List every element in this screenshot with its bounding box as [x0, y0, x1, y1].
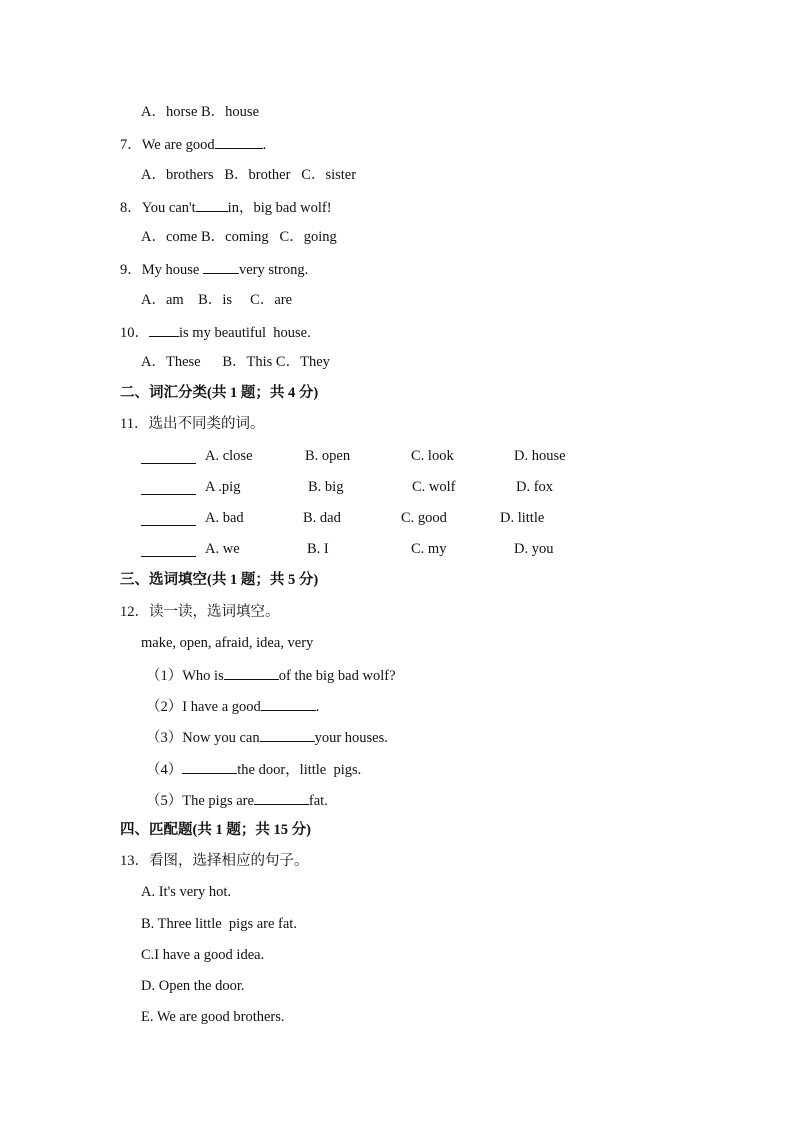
q11-row-2-option-d: D. fox	[516, 479, 554, 495]
q12-item-5	[146, 790, 328, 810]
q8-blank[interactable]	[196, 197, 228, 212]
q8-stem	[120, 197, 332, 217]
q11-row-4-option-b: B. I	[307, 541, 329, 557]
q9-options: A．am B．is C．are	[141, 292, 293, 308]
q12-item-3-end: your houses.	[314, 730, 388, 746]
q9-stem-end: very strong.	[238, 262, 309, 278]
q11-row-3-option-c: C. good	[401, 510, 447, 526]
q11-row-3-option-d: D. little	[500, 510, 545, 526]
q11-row-3-blank[interactable]	[141, 511, 196, 526]
q12-item-2-end: .	[315, 699, 320, 715]
q11-row-1-blank[interactable]	[141, 449, 196, 464]
q9-stem-text: 9．My house	[120, 262, 203, 278]
q12-wordbank: make, open, afraid, idea, very	[141, 635, 314, 651]
q8-stem-text: 8．You can't	[120, 200, 196, 216]
q12-item-3-text: （3）Now you can	[146, 730, 260, 746]
q13-sentence-a: A. It's very hot.	[141, 884, 232, 900]
q11-row-4-option-c: C. my	[411, 541, 447, 557]
q11-row-2-option-b: B. big	[308, 479, 344, 495]
q12-item-4	[146, 759, 361, 779]
section2-heading: 二、词汇分类(共 1 题；共 4 分)	[120, 385, 319, 401]
q11-row-1-option-d: D. house	[514, 448, 566, 464]
q13-sentence-d: D. Open the door.	[141, 978, 245, 994]
q12-item-1-text: （1）Who is	[146, 668, 224, 684]
q10-stem-end: is my beautiful house.	[179, 325, 311, 341]
q8-options: A．come B．coming C．going	[141, 229, 337, 245]
q12-item-4-text: （4）	[146, 762, 183, 778]
q7-stem	[120, 134, 266, 154]
section3-heading: 三、选词填空(共 1 题；共 5 分)	[120, 572, 319, 588]
q12-item-3-blank[interactable]	[260, 727, 315, 742]
q10-stem-text: 10．	[120, 325, 149, 341]
q12-item-3	[146, 727, 388, 747]
q7-stem-text: 7．We are good	[120, 137, 215, 153]
q6-options: A．horse B．house	[141, 104, 260, 120]
q11-row-2-option-a: A .pig	[205, 479, 241, 495]
q11-row-4-option-d: D. you	[514, 541, 554, 557]
q12-item-1-end: of the big bad wolf?	[278, 668, 396, 684]
q11-row-4-blank[interactable]	[141, 542, 196, 557]
q13-stem: 13．看图，选择相应的句子。	[120, 853, 309, 869]
q9-blank[interactable]	[203, 259, 239, 274]
q12-item-5-text: （5）The pigs are	[146, 793, 254, 809]
q13-sentence-e: E. We are good brothers.	[141, 1009, 285, 1025]
q13-sentence-b: B. Three little pigs are fat.	[141, 916, 297, 932]
q12-item-2	[146, 696, 319, 716]
q8-stem-end: in，big bad wolf!	[227, 200, 332, 216]
q11-row-2-option-c: C. wolf	[412, 479, 456, 495]
q12-item-1	[146, 665, 396, 685]
q11-row-2-blank[interactable]	[141, 480, 196, 495]
q11-stem: 11．选出不同类的词。	[120, 416, 265, 432]
q12-stem: 12．读一读，选词填空。	[120, 604, 280, 620]
section4-heading: 四、匹配题(共 1 题；共 15 分)	[120, 822, 311, 838]
q11-row-1-option-c: C. look	[411, 448, 454, 464]
q11-row-1-option-a: A. close	[205, 448, 253, 464]
q12-item-5-blank[interactable]	[254, 790, 309, 805]
q12-item-4-end: the door，little pigs.	[237, 762, 362, 778]
q9-stem	[120, 259, 308, 279]
q12-item-2-text: （2）I have a good	[146, 699, 261, 715]
q12-item-4-blank[interactable]	[182, 759, 237, 774]
q7-blank[interactable]	[215, 134, 263, 149]
q12-item-1-blank[interactable]	[224, 665, 279, 680]
q13-sentence-c: C.I have a good idea.	[141, 947, 265, 963]
q10-stem	[120, 322, 311, 342]
q11-row-3-option-b: B. dad	[303, 510, 341, 526]
q7-options: A．brothers B．brother C．sister	[141, 167, 357, 183]
q11-row-3-option-a: A. bad	[205, 510, 244, 526]
q10-options: A．These B．This C．They	[141, 354, 330, 370]
q11-row-1-option-b: B. open	[305, 448, 351, 464]
q12-item-2-blank[interactable]	[261, 696, 316, 711]
q11-row-4-option-a: A. we	[205, 541, 240, 557]
q10-blank[interactable]	[149, 322, 179, 337]
q12-item-5-end: fat.	[308, 793, 328, 809]
q7-stem-end: .	[262, 137, 267, 153]
